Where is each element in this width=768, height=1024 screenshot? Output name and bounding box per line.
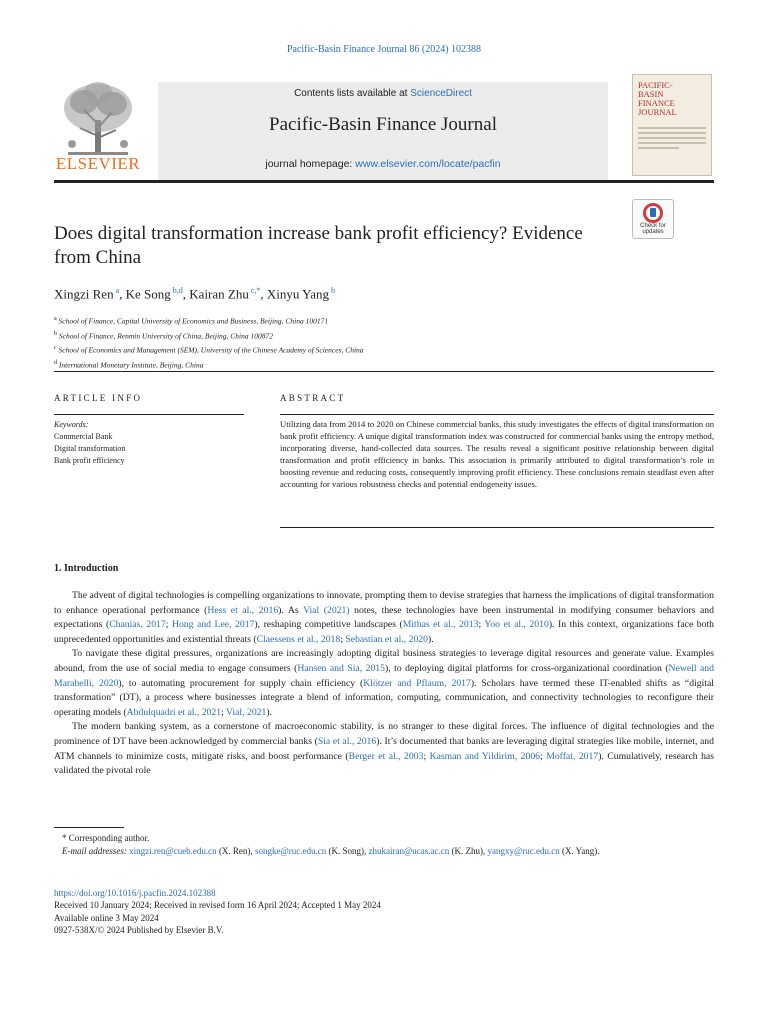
abstract-rule (280, 414, 714, 415)
body-text-run: ). As (278, 604, 304, 616)
email-owner: (K. Zhu), (449, 845, 488, 856)
copyright-line: 0927-538X/© 2024 Published by Elsevier B.V. (54, 924, 224, 935)
body-text-run: ; (478, 619, 485, 631)
cover-title: PACIFIC- BASIN FINANCE JOURNAL (638, 80, 677, 117)
body-text-run: ; (165, 619, 172, 631)
author-separator: , (182, 286, 190, 302)
check-updates-label: Check for updates (640, 223, 666, 235)
author-affiliation-marker[interactable]: c,* (248, 286, 261, 295)
publication-info (54, 887, 381, 936)
body-text-run: ). Scholars have termed these IT-enabled shifts as “digital transformation” (DT), a process where businesses integrate a blend of information, computing, communication, and connectivity technologies to reconfigure their operating models ( (54, 677, 714, 718)
body-text-run: The advent of digital technologies is compelling organizations to innovate, prompting them to devise strategies that harness the implications of digital transformation to enhance operational performance ( (54, 590, 714, 616)
corresponding-author-note: * Corresponding author. (62, 833, 150, 843)
affiliation-marker: b (54, 330, 57, 337)
citation-link[interactable]: Abdulquadri et al., 2021 (126, 706, 222, 718)
citation-link[interactable]: Chanias, 2017 (109, 619, 166, 631)
affiliation-marker: a (54, 316, 57, 322)
citation-link[interactable]: Kasman and Yildirim, 2006 (429, 750, 541, 762)
body-text-run: ). Cumulatively, research has validated the pivotal role (54, 750, 714, 777)
affiliation-line (54, 313, 364, 328)
author-affiliation-marker[interactable]: b,d (170, 286, 183, 295)
footnotes (54, 832, 714, 857)
affiliation-marker: c (54, 345, 57, 351)
citation-link[interactable]: Claessens et al., 2018 (256, 633, 341, 645)
abstract-bottom-rule (280, 527, 714, 528)
citation-link[interactable]: Hess et al., 2016 (207, 604, 279, 616)
masthead-rule (54, 180, 714, 183)
citation-link[interactable]: Hong and Lee, 2017 (171, 619, 255, 631)
body-text-run: ). In this context, organizations face both unprecedented opportunities and existential threats ( (54, 619, 714, 645)
body-text-run: ). (266, 706, 273, 718)
email-link[interactable]: xingzi.ren@cueb.edu.cn (129, 845, 217, 856)
author-separator: , (260, 286, 267, 302)
body-text-run: ), to deploying digital platforms for cross-organizational coordination ( (385, 662, 669, 674)
citation-link[interactable]: Berger et al., 2003 (348, 750, 424, 762)
elsevier-wordmark: ELSEVIER (55, 154, 141, 173)
masthead (54, 72, 714, 180)
affiliation-text: International Monetary Institute, Beijing, China (57, 360, 204, 369)
section-heading-introduction: 1. Introduction (54, 563, 119, 574)
masthead-band (158, 82, 608, 182)
article-title: Does digital transformation increase bank profit efficiency? Evidence from China (54, 223, 583, 268)
affiliation-text: School of Economics and Management (SEM), University of the Chinese Academy of Sciences, China (56, 345, 364, 355)
body-paragraph (54, 647, 714, 720)
author-separator: , (119, 286, 126, 302)
received-dates: Received 10 January 2024; Received in revised form 16 April 2024; Accepted 1 May 2024 (54, 900, 381, 911)
article-info-top-rule (54, 371, 714, 372)
journal-homepage-link[interactable]: www.elsevier.com/locate/pacfin (355, 158, 501, 170)
homepage-prefix: journal homepage: (265, 158, 356, 170)
keyword-item: Digital transformation (54, 444, 126, 453)
check-for-updates-button[interactable] (632, 199, 674, 239)
author-name[interactable]: Xingzi Ren (54, 286, 114, 302)
affiliations (54, 313, 364, 371)
citation-link[interactable]: Moffat, 2017 (546, 750, 599, 762)
email-link[interactable]: zhukairan@ucas.ac.cn (368, 845, 450, 856)
abstract-text: Utilizing data from 2014 to 2020 on Chinese commercial banks, this study investigates the effects of digital transformation on bank profit efficiency. A unique digital transformation index was constructed for commercial banks using the entropy method, incorporating diverse, hand-collected data sources. The results reveal a significant positive relationship between digital transformation and profit efficiency in banks. This association is primarily attributed to digital transformation’s role in boosting revenue and reducing costs, consequently improving profit efficiency. These conclusions remain steadfast even after accounting for various robustness checks and potential endogeneity issues. (280, 419, 714, 489)
cover-decoration (638, 127, 706, 152)
author-name[interactable]: Ke Song (125, 286, 171, 302)
article-info-label: ARTICLE INFO (54, 393, 143, 403)
journal-cover-thumbnail[interactable] (632, 74, 712, 176)
citation-link[interactable]: Mithas et al., 2013 (402, 619, 479, 631)
body-text-run: ; (221, 706, 227, 718)
citation-link[interactable]: Newell and Marabelli, 2020 (54, 662, 714, 689)
contents-prefix: Contents lists available at (294, 88, 411, 99)
citation-link[interactable]: Vial, 2021 (226, 706, 267, 718)
journal-title: Pacific-Basin Finance Journal (269, 114, 497, 135)
body-text-run: To navigate these digital pressures, organizations are increasingly adopting digital business strategies to leverage digital resources and generate value. Examples abound, from the use of social media to engage consumers ( (54, 648, 714, 674)
homepage-line (158, 158, 608, 170)
author-list (54, 286, 335, 302)
keywords-block (54, 419, 125, 467)
citation-link[interactable]: Sebastian et al., 2020 (345, 633, 428, 645)
author-affiliation-marker[interactable]: b (329, 286, 336, 295)
body-text-run: ; (423, 750, 430, 762)
email-link[interactable]: songke@ruc.edu.cn (254, 845, 327, 856)
citation-link[interactable]: Klötzer and Pflaum, 2017 (363, 677, 471, 689)
abstract-label: ABSTRACT (280, 393, 346, 403)
author-affiliation-marker[interactable]: a (113, 286, 120, 295)
doi-link[interactable]: https://doi.org/10.1016/j.pacfin.2024.102388 (54, 888, 216, 898)
email-owner: (X. Ren), (216, 845, 255, 856)
affiliation-text: School of Finance, Renmin University of China, Beijing, China 100872 (57, 331, 274, 340)
body-paragraph (54, 589, 714, 647)
body-text-run: ; (340, 633, 346, 645)
affiliation-line (54, 328, 364, 343)
body-text-run: The modern banking system, as a cornerstone of macroeconomic stability, is no stranger to these digital forces. The influence of digital technologies and the prominence of DT have been acknowledged by commercial banks ( (54, 721, 714, 747)
journal-citation-link[interactable]: Pacific-Basin Finance Journal 86 (2024) 102388 (286, 44, 482, 55)
affiliation-line (54, 342, 364, 357)
article-info-rule (54, 414, 244, 415)
citation-link[interactable]: Hansen and Sia, 2015 (297, 662, 385, 674)
body-text-run: ). (427, 633, 434, 645)
keywords-label: Keywords: (54, 420, 89, 429)
citation-link[interactable]: Sia et al., 2016 (317, 735, 377, 747)
footnote-rule (54, 827, 124, 828)
email-label: E-mail addresses: (62, 845, 130, 856)
affiliation-marker: d (54, 359, 57, 366)
author-name[interactable]: Kairan Zhu (189, 286, 249, 302)
email-owner: (K. Song), (326, 845, 369, 856)
author-name[interactable]: Xinyu Yang (266, 286, 330, 302)
body-text-run: notes, these technologies have been instrumental in modifying consumer behaviors and expectations ( (54, 604, 714, 631)
body-paragraph (54, 720, 714, 778)
contents-line (158, 88, 608, 99)
sciencedirect-link[interactable]: ScienceDirect (410, 88, 472, 99)
affiliation-line (54, 357, 364, 372)
check-updates-icon (643, 203, 663, 223)
body-text-run: ), to automating procurement for supply chain efficiency ( (118, 677, 364, 689)
affiliation-text: School of Finance, Capital University of Economics and Business, Beijing, China 100171 (56, 316, 329, 326)
keyword-item: Commercial Bank (54, 432, 113, 441)
citation-link[interactable]: Vial (2021) (303, 604, 350, 616)
body-text-run: ). It’s documented that banks are leveraging digital strategies like mobile, internet, and ATM channels to minimize costs, mitigate risks, and boost performance ( (54, 735, 714, 762)
body-text-run: ; (540, 750, 547, 762)
body-text-run: ), reshaping competitive landscapes ( (254, 619, 403, 631)
email-addresses-note (54, 845, 714, 858)
introduction-body (54, 589, 714, 779)
email-link[interactable]: yangxy@ruc.edu.cn (487, 845, 560, 856)
citation-link[interactable]: Yoo et al., 2010 (484, 619, 549, 631)
keyword-item: Bank profit efficiency (54, 456, 125, 465)
email-owner: (X. Yang). (559, 845, 600, 856)
available-online: Available online 3 May 2024 (54, 912, 159, 923)
